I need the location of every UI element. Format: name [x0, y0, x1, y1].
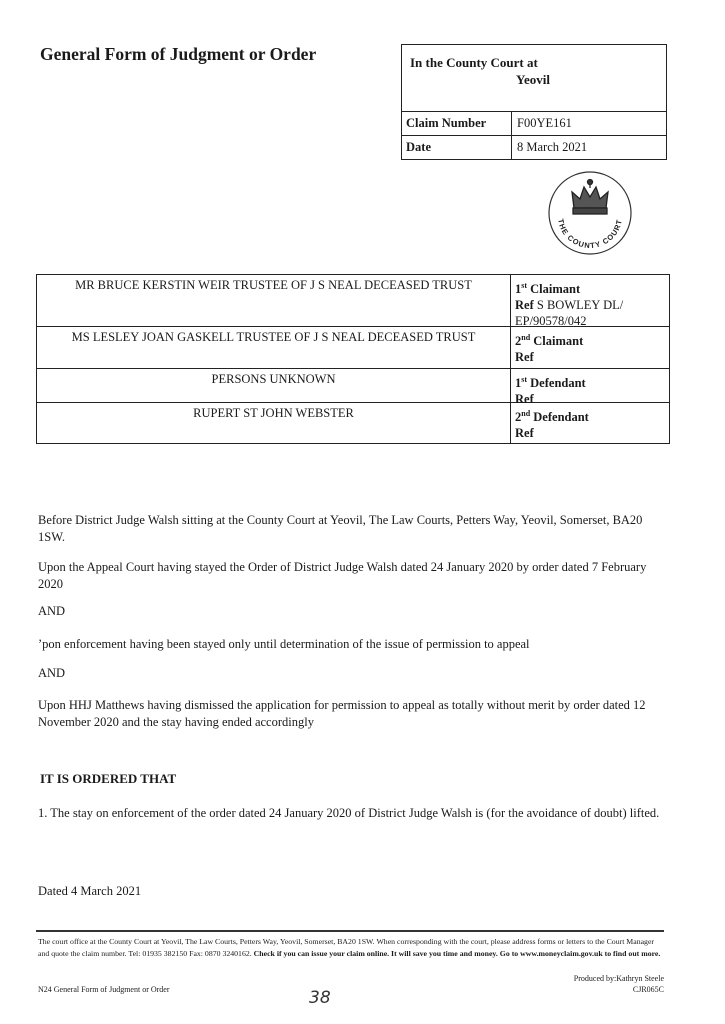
party-ref: S BOWLEY DL/ EP/90578/042 [515, 298, 624, 329]
recital-paragraph: Upon the Appeal Court having stayed the Order of District Judge Walsh dated 24 January 2020 by order dated 7 February 2020 [38, 560, 647, 591]
form-code: CJR065C [632, 985, 664, 994]
party-row [37, 327, 669, 369]
order-item: 1. The stay on enforcement of the order dated 24 January 2020 of District Judge Walsh is (for the avoidance of doubt) lifted. [38, 806, 660, 820]
and-connector: AND [38, 666, 66, 680]
parties-table [36, 274, 670, 444]
produced-by: Produced by:Kathryn Steele CJR065C [540, 973, 664, 995]
party-role: 2nd Claimant Ref [515, 333, 584, 365]
recital-paragraph: Upon HHJ Matthews having dismissed the application for permission to appeal as totally without merit by order dated 12 November 2020 and the stay having ended accordingly [38, 698, 646, 729]
claim-number-value: F00YE161 [517, 116, 572, 130]
court-label: In the County Court at [410, 55, 538, 70]
court-name-cell [402, 45, 666, 112]
footer-notice: The court office at the County Court at Yeovil, The Law Courts, Petters Way, Yeovil, Somerset, BA20 1SW. When corresponding with the court, please address forms or letters to the Court Manager and quote the claim number. Tel: 01935 382150 Fax: 0870 3240162. Check if you can issue your claim online. It will save you time and money. Go to www.moneyclaim.gov.uk to find out more. [38, 937, 661, 958]
claim-number-label: Claim Number [402, 112, 512, 135]
ordered-heading: IT IS ORDERED THAT [40, 771, 177, 786]
party-name: MR BRUCE KERSTIN WEIR TRUSTEE OF J S NEAL DECEASED TRUST [37, 275, 511, 326]
party-name: RUPERT ST JOHN WEBSTER [37, 403, 511, 443]
crown-seal-icon [547, 170, 633, 256]
date-row [402, 136, 666, 160]
party-name: PERSONS UNKNOWN [37, 369, 511, 402]
party-role: 1st Claimant Ref S BOWLEY DL/ EP/90578/042 [515, 281, 624, 329]
page-number: 38 [309, 988, 331, 1008]
date-label: Date [402, 136, 512, 160]
footer-online-notice: Check if you can issue your claim online. It will save you time and money. Go to www.moneyclaim.gov.uk to find out more. [253, 949, 661, 958]
party-row [37, 369, 669, 407]
before-paragraph: Before District Judge Walsh sitting at the County Court at Yeovil, The Law Courts, Petters Way, Yeovil, Somerset, BA20 1SW. [38, 513, 643, 544]
claim-number-row [402, 112, 666, 136]
date-value: 8 March 2021 [517, 140, 588, 154]
form-name: N24 General Form of Judgment or Order [38, 985, 170, 994]
party-row [37, 275, 669, 327]
party-row [37, 403, 669, 443]
court-location: Yeovil [516, 72, 550, 87]
and-connector: AND [38, 604, 66, 618]
document-title: General Form of Judgment or Order [40, 44, 317, 64]
seal-text: THE COUNTY COURT [556, 218, 624, 251]
recital-paragraph: ʼpon enforcement having been stayed only until determination of the issue of permission to appeal [38, 637, 530, 651]
svg-text:THE COUNTY COURT [556, 218, 624, 250]
dated-line: Dated 4 March 2021 [38, 884, 142, 898]
footer-divider [36, 930, 664, 932]
party-name: MS LESLEY JOAN GASKELL TRUSTEE OF J S NEAL DECEASED TRUST [37, 327, 511, 368]
party-role: 2nd Defendant Ref [515, 409, 589, 441]
party-role: 1st Defendant Ref [515, 375, 586, 407]
court-details-box [401, 44, 667, 160]
